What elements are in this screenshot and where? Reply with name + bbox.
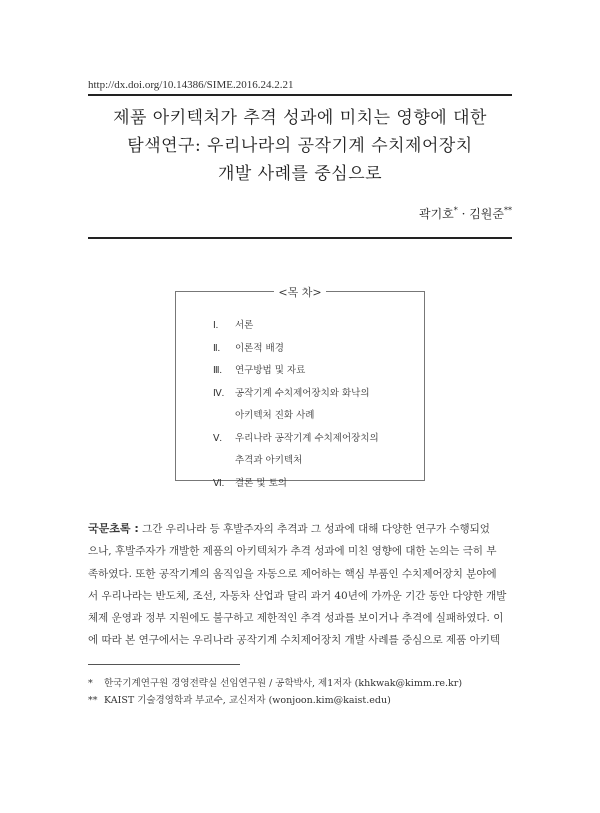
abstract-line [88,518,512,540]
toc-text: 추격과 아키텍처 [235,455,303,466]
toc-item [213,318,379,341]
toc-text: 결론 및 토의 [235,477,287,489]
footnote-text: 한국기계연구원 경영전략실 선임연구원 / 공학박사, 제1저자 (khkwak@kimm.re.kr) [104,678,463,689]
author-name: 곽기호 [418,207,454,221]
title-line: 탐색연구: 우리나라의 공작기계 수치제어장치 [127,136,473,156]
author-mark: ** [504,206,512,215]
toc-number: Ⅱ. [213,343,221,354]
footnote-text: KAIST 기술경영학과 부교수, 교신저자 (wonjoon.kim@kaist.edu) [104,695,391,706]
abstract-label: 국문초록 : [88,522,139,535]
doi-link[interactable]: http://dx.doi.org/10.14386/SIME.2016.24.2.21 [88,79,294,91]
toc-item [213,386,379,409]
korean-abstract [88,518,512,652]
footnote-rule [88,664,240,665]
toc-item-continued [213,408,379,431]
footnote [88,692,462,709]
toc-item [213,476,379,499]
toc-text: 공작기계 수치제어장치와 화낙의 [235,387,370,399]
toc-item [213,431,379,454]
abstract-line: 서 우리나라는 반도체, 조선, 자동차 산업과 달리 과거 40년에 가까운 기간 동안 다양한 개발 [88,589,507,602]
toc-item [213,363,379,386]
toc-item [213,341,379,364]
title-line: 개발 사례를 중심으로 [217,164,383,184]
toc-text: 우리나라 공작기계 수치제어장치의 [235,432,379,444]
toc-text: 연구방법 및 자료 [235,365,306,376]
toc-title: <목 차> [274,286,325,299]
toc-text: 아키텍처 진화 사례 [235,410,315,421]
toc-number: Ⅵ. [213,478,225,489]
toc-number: Ⅳ. [213,388,225,399]
abstract-text: 그간 우리나라 등 후발주자의 추격과 그 성과에 대해 다양한 연구가 수행되었 [142,523,490,535]
header-rule [88,237,512,239]
author-line [419,205,512,222]
toc-text: 서론 [235,320,254,331]
abstract-line: 으나, 후발주자가 개발한 제품의 아키텍처가 추격 성과에 미친 영향에 대한 논의는 극히 부 [88,545,497,558]
table-of-contents [175,286,425,489]
toc-number: Ⅴ. [213,433,222,444]
author-mark: * [453,206,458,215]
abstract-line: 에 따라 본 연구에서는 우리나라 공작기계 수치제어장치 개발 사례를 중심으로 제품 아키텍 [88,634,501,647]
top-rule [88,94,512,96]
abstract-line: 체제 운영과 정부 지원에도 불구하고 제한적인 추격 성과를 보이거나 추격에 실패하였다. 이 [88,612,504,625]
paper-title [88,104,512,188]
toc-list [213,318,379,498]
author-name: 김원준 [469,207,504,221]
abstract-line: 족하였다. 또한 공작기계의 움직임을 자동으로 제어하는 핵심 부품인 수치제어장치 분야에 [88,567,497,580]
footnote [88,675,462,692]
author-separator: · [457,207,470,221]
toc-number: Ⅲ. [213,366,222,376]
toc-text: 이론적 배경 [235,342,284,354]
footnotes [88,675,462,709]
footnote-mark: ** [88,695,98,706]
toc-item-continued [213,453,379,476]
toc-number: Ⅰ. [213,321,219,331]
footnote-mark: * [88,678,93,689]
title-line: 제품 아키텍처가 추격 성과에 미치는 영향에 대한 [113,108,487,128]
